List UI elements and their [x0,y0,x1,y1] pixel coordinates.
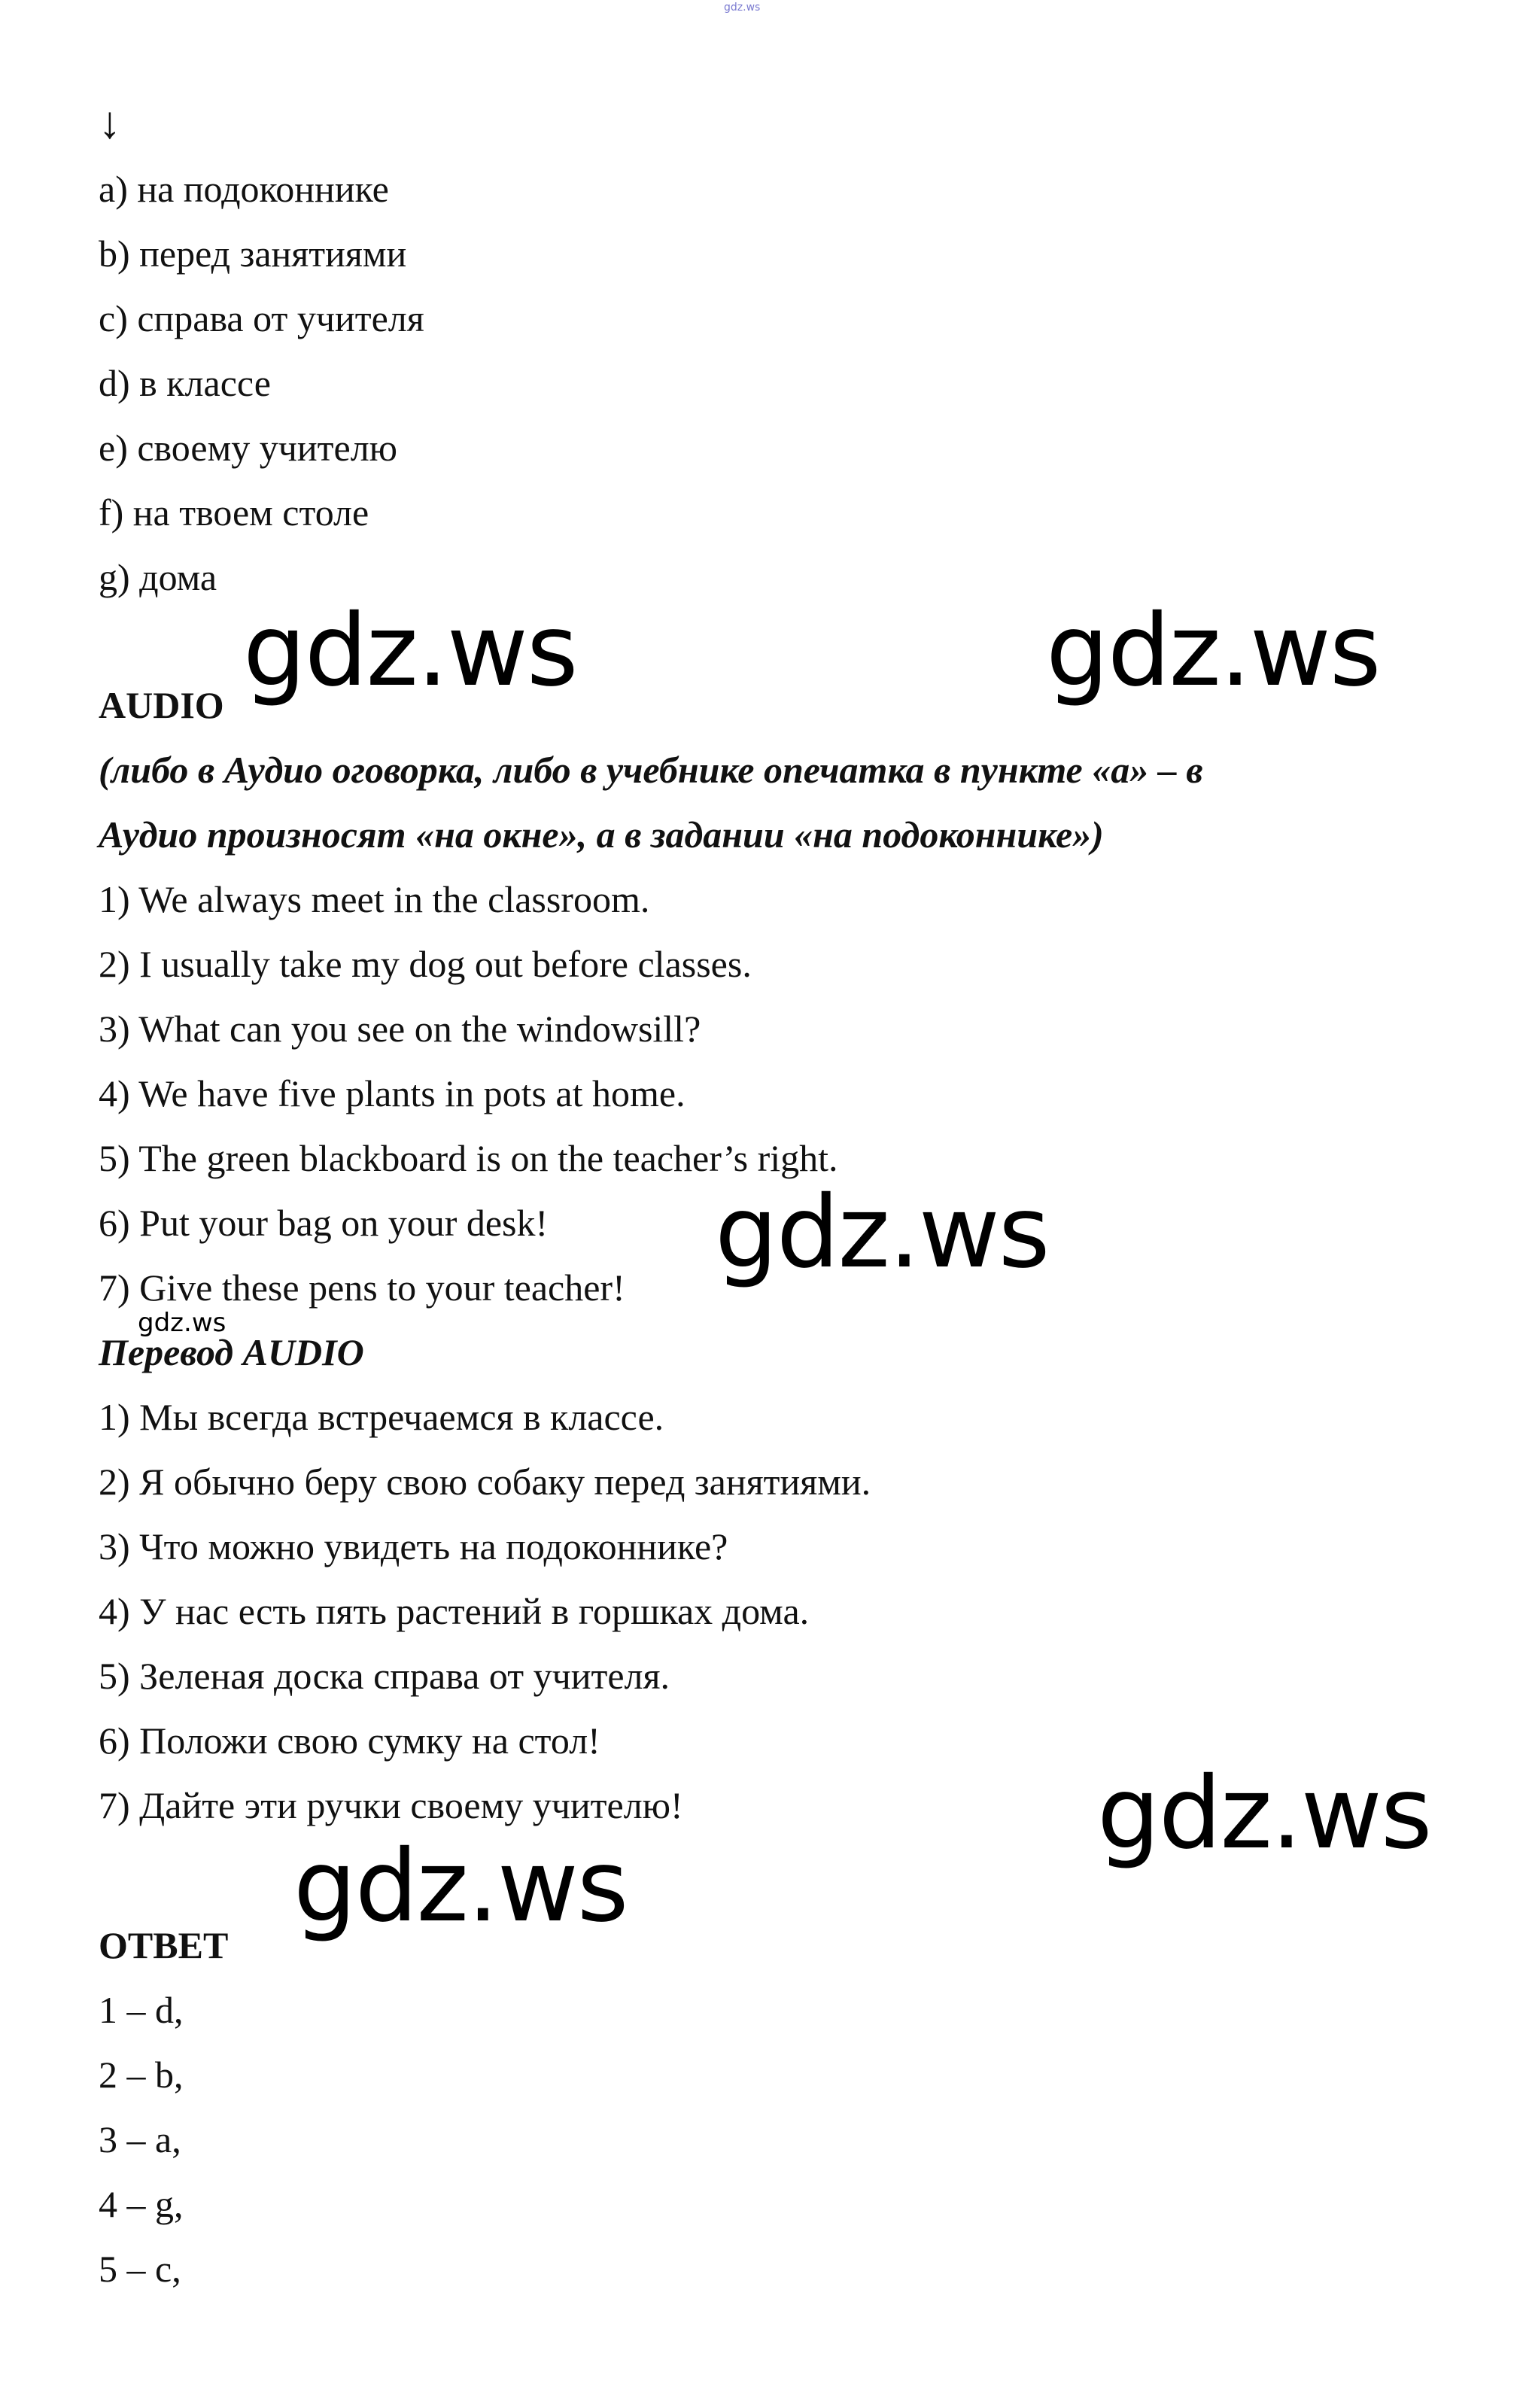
answer-1: 1 – d, [99,1989,184,2031]
audio-line-5: 5) The green blackboard is on the teacher’s right. [99,1137,838,1179]
watermark-4: gdz.ws [1097,1756,1431,1871]
translation-line-7: 7) Дайте эти ручки своему учителю! [99,1784,683,1826]
audio-line-1: 1) We always meet in the classroom. [99,878,650,920]
watermark-1: gdz.ws [243,593,577,709]
watermark-2: gdz.ws [1046,593,1380,709]
top-watermark: gdz.ws [724,2,761,14]
audio-line-3: 3) What can you see on the windowsill? [99,1008,701,1050]
option-e: e) своему учителю [99,427,397,469]
translation-line-2: 2) Я обычно беру свою собаку перед занятиями. [99,1461,871,1503]
watermark-5: gdz.ws [293,1829,628,1944]
option-b: b) перед занятиями [99,233,407,275]
translation-line-1: 1) Мы всегда встречаемся в классе. [99,1396,664,1438]
watermark-small: gdz.ws [138,1308,226,1338]
translation-line-3: 3) Что можно увидеть на подоконнике? [99,1525,728,1567]
answer-2: 2 – b, [99,2054,184,2096]
answer-5: 5 – c, [99,2248,181,2290]
option-a: a) на подоконнике [99,168,389,210]
audio-heading: AUDIO [99,684,224,726]
audio-line-7: 7) Give these pens to your teacher! [99,1266,625,1309]
audio-line-6: 6) Put your bag on your desk! [99,1202,549,1244]
audio-note-line-2: Аудио произносят «на окне», а в задании «на подоконнике») [99,813,1104,856]
answer-heading: ОТВЕТ [99,1924,229,1966]
audio-line-2: 2) I usually take my dog out before classes. [99,943,752,985]
audio-line-4: 4) We have five plants in pots at home. [99,1072,686,1114]
option-c: c) справа от учителя [99,297,424,339]
option-f: f) на твоем столе [99,491,369,534]
watermark-3: gdz.ws [715,1175,1049,1291]
down-arrow-icon: ↓ [99,98,121,147]
option-g: g) дома [99,556,217,598]
translation-line-5: 5) Зеленая доска справа от учителя. [99,1655,670,1697]
answer-4: 4 – g, [99,2183,184,2225]
translation-line-4: 4) У нас есть пять растений в горшках дома. [99,1590,810,1632]
audio-note-line-1: (либо в Аудио оговорка, либо в учебнике опечатка в пункте «а» – в [99,749,1203,791]
translation-line-6: 6) Положи свою сумку на стол! [99,1719,600,1762]
answer-3: 3 – a, [99,2118,181,2160]
translation-heading: Перевод AUDIO [99,1331,364,1373]
option-d: d) в классе [99,362,271,404]
